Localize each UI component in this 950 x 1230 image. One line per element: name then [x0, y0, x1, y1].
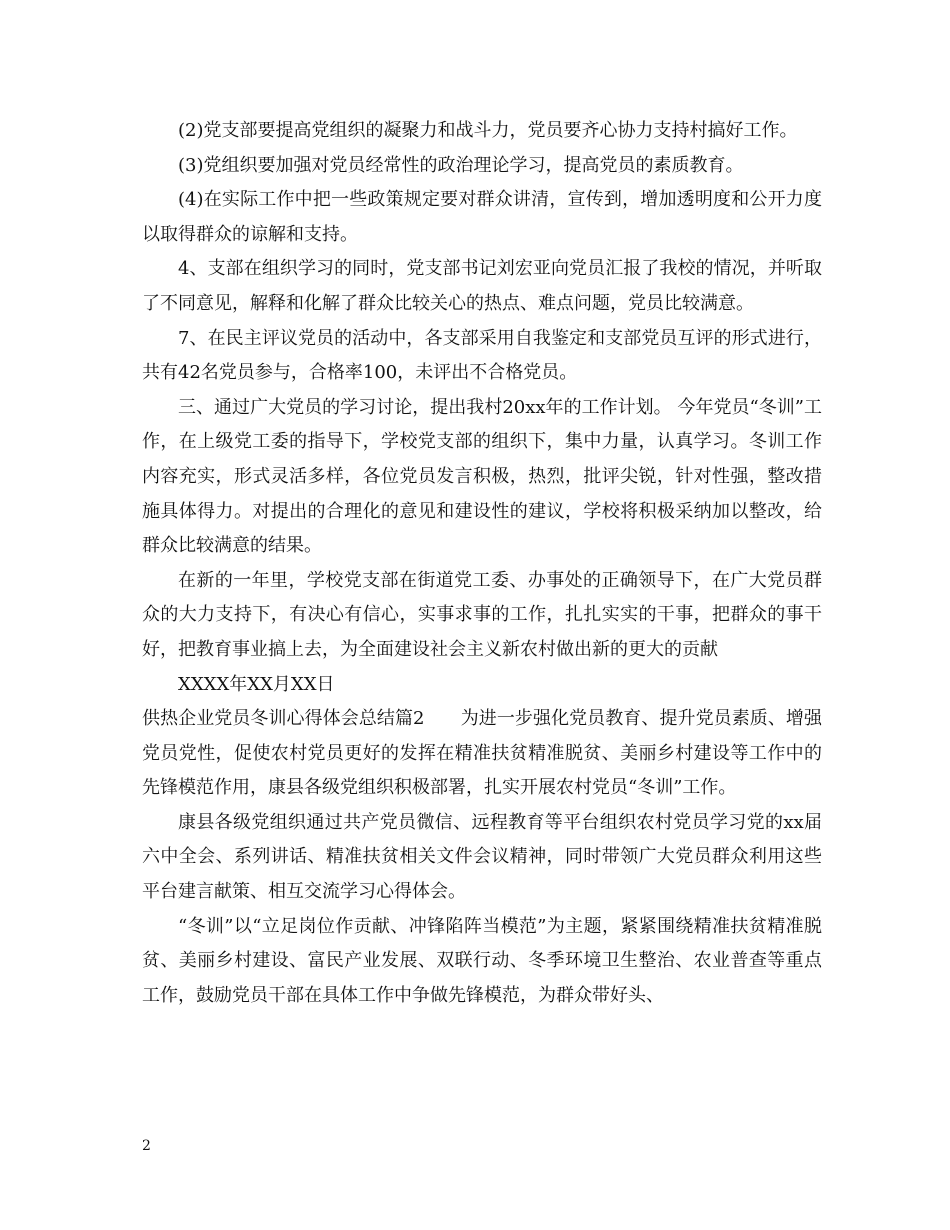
section-heading-paragraph: 供热企业党员冬训心得体会总结篇2 为进一步强化党员教育、提升党员素质、增强党员党性，促使农村党员更好的发挥在精准扶贫精准脱贫、美丽乡村建设等工作中的先锋模范作用，康县各级党组织积极部署，扎实开展农村党员“冬训”工作。	[142, 708, 822, 799]
date-line: XXXX年XX月XX日	[178, 673, 335, 695]
paragraph-7: 在新的一年里，学校党支部在街道党工委、办事处的正确领导下，在广大党员群众的大力支持下，有决心有信心，实事求事的工作，扎扎实实的干事，把群众的事干好，把教育事业搞上去，为全面建设社会主义新农村做出新的更大的贡献	[142, 569, 822, 660]
paragraph-3: (4)在实际工作中把一些政策规定要对群众讲清，宣传到，增加透明度和公开力度以取得群众的谅解和支持。	[142, 189, 822, 245]
paragraph-11: “冬训”以“立足岗位作贡献、冲锋陷阵当模范”为主题，紧紧围绕精准扶贫精准脱贫、美丽乡村建设、富民产业发展、双联行动、冬季环境卫生整治、农业普查等重点工作，鼓励党员干部在具体工作中争做先锋模范，为群众带好头、	[142, 915, 822, 1006]
paragraph-10: 康县各级党组织通过共产党员微信、远程教育等平台组织农村党员学习党的xx届六中全会、系列讲话、精准扶贫相关文件会议精神，同时带领广大党员群众利用这些平台建言献策、相互交流学习心得体会。	[142, 811, 822, 903]
paragraph-6: 三、通过广大党员的学习讨论，提出我村20xx年的工作计划。 今年党员“冬训”工作，在上级党工委的指导下，学校党支部的组织下，集中力量，认真学习。冬训工作内容充实，形式灵活多样，各位党员发言积极，热烈，批评尖锐，针对性强，整改措施具体得力。对提出的合理化的意见和建设性的建议，学校将积极采纳加以整改，给群众比较满意的结果。	[142, 396, 822, 557]
paragraph-5: 7、在民主评议党员的活动中，各支部采用自我鉴定和支部党员互评的形式进行，共有42名党员参与，合格率100，未评出不合格党员。	[142, 327, 822, 384]
page-number: 2	[142, 1138, 151, 1154]
document-body	[142, 114, 822, 1013]
paragraph-2: (3)党组织要加强对党员经常性的政治理论学习，提高党员的素质教育。	[178, 154, 744, 176]
paragraph-1: (2)党支部要提高党组织的凝聚力和战斗力，党员要齐心协力支持村搞好工作。	[178, 120, 798, 141]
paragraph-4: 4、支部在组织学习的同时，党支部书记刘宏亚向党员汇报了我校的情况，并听取了不同意见，解释和化解了群众比较关心的热点、难点问题，党员比较满意。	[142, 258, 822, 314]
